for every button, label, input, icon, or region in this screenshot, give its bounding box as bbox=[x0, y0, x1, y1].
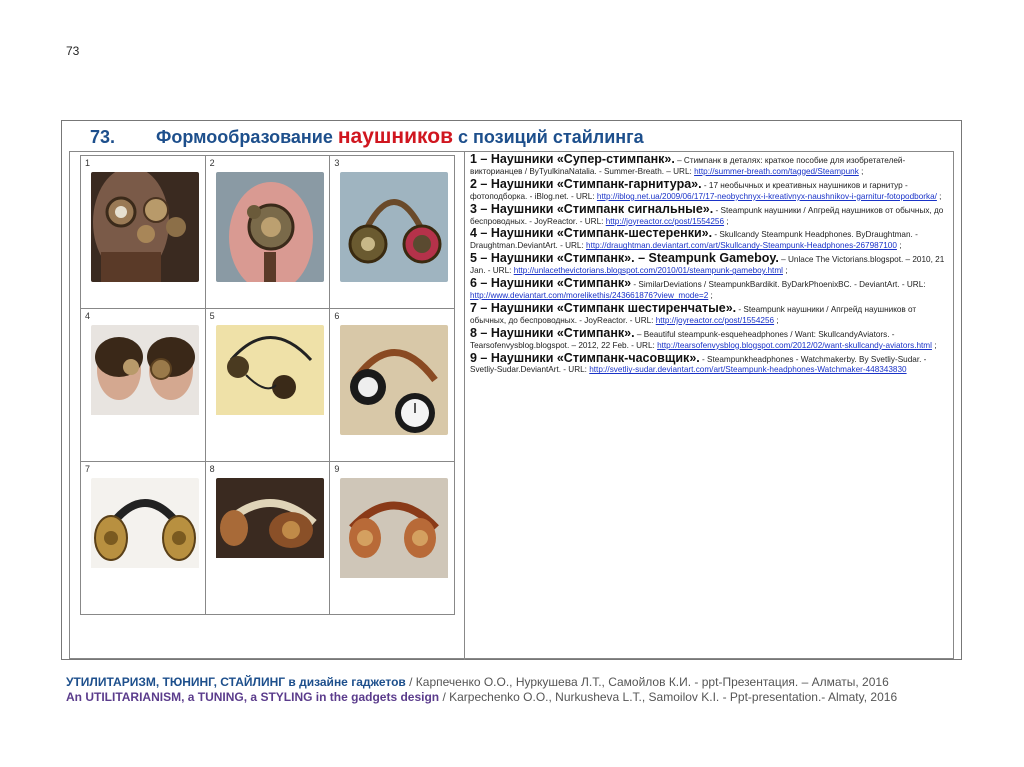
reference-text: - Steampunkheadphones - Watchmakerby. By Svetliy-Sudar. - Svetliy-Sudar.DeviantArt. - URL: bbox=[470, 354, 927, 375]
reference-text: - 17 необычных и креативных наушников и гарнитур - фотоподборка. - iBlog.net. - URL: bbox=[470, 180, 908, 201]
reference-text: - Steampunk наушники / Апгрейд наушников от обычных, до беспроводных. - JoyReactor. - URL: bbox=[470, 304, 917, 325]
reference-tail: ; bbox=[782, 266, 788, 276]
reference-title: 5 – Наушники «Стимпанк». – Steampunk Gameboy. bbox=[470, 251, 779, 266]
reference-title: 1 – Наушники «Супер-стимпанк». bbox=[470, 152, 675, 166]
title-accent: наушников bbox=[337, 125, 453, 148]
image-cell bbox=[330, 309, 455, 462]
image-number: 2 bbox=[209, 158, 215, 168]
footer-line-ru bbox=[66, 675, 966, 690]
steampunk-gameboy-headphones-photo bbox=[216, 325, 324, 435]
image-cell bbox=[205, 309, 330, 462]
reference-link[interactable]: http://www.deviantart.com/morelikethis/243661876?view_mode=2 bbox=[470, 290, 709, 300]
image-cell bbox=[205, 156, 330, 309]
reference-tail: ; bbox=[931, 340, 937, 350]
footer-authors-en: / Karpechenko O.O., Nurkusheva L.T., Samoilov K.I. - Ppt-presentation.- Almaty, 2016 bbox=[439, 690, 898, 704]
reference-link[interactable]: http://joyreactor.cc/post/1554256 bbox=[605, 216, 725, 226]
image-number: 8 bbox=[209, 464, 215, 474]
image-number: 3 bbox=[334, 158, 340, 168]
image-grid bbox=[80, 155, 455, 615]
reference-link[interactable]: http://tearsofenvysblog.blogspot.com/2012/02/want-skullcandy-aviators.html bbox=[657, 340, 932, 350]
slide-title bbox=[90, 125, 644, 149]
reference-title: 2 – Наушники «Стимпанк-гарнитура». bbox=[470, 176, 702, 191]
reference-tail: ; bbox=[858, 166, 864, 176]
reference-item bbox=[470, 300, 952, 327]
steampunk-signal-headphones-photo bbox=[340, 172, 448, 282]
reference-text: – Стимпанк в деталях: краткое пособие для изобретателей-викторианцев / ByTyulkinaNatalia. - Summer-Breath. – URL: bbox=[470, 156, 906, 176]
reference-title: 8 – Наушники «Стимпанк». bbox=[470, 325, 635, 340]
image-number: 1 bbox=[85, 158, 91, 168]
reference-title: 7 – Наушники «Стимпанк шестиренчатые». bbox=[470, 300, 737, 315]
reference-item bbox=[470, 350, 952, 377]
reference-link[interactable]: http://svetliy-sudar.deviantart.com/art/Steampunk-headphones-Watchmaker-448343830 bbox=[589, 365, 907, 375]
references-list bbox=[470, 154, 952, 377]
title-pre: Формообразование bbox=[156, 127, 333, 147]
slide-number: 73. bbox=[90, 127, 116, 147]
reference-title: 9 – Наушники «Стимпанк-часовщик». bbox=[470, 350, 700, 365]
column-divider bbox=[464, 152, 465, 660]
footer-authors-ru: / Карпеченко О.О., Нуркушева Л.Т., Самойлов К.И. - ppt-Презентация. – Алматы, 2016 bbox=[405, 675, 889, 689]
content-frame bbox=[69, 151, 954, 659]
image-number: 7 bbox=[85, 464, 91, 474]
footer-line-en bbox=[66, 690, 966, 705]
slide bbox=[61, 120, 962, 660]
footer bbox=[66, 675, 966, 705]
reference-text: - Skullcandy Steampunk Headphones. ByDraughtman. - Draughtman.DeviantArt. - URL: bbox=[470, 230, 918, 251]
reference-item bbox=[470, 325, 952, 352]
reference-item bbox=[470, 201, 952, 228]
reference-item bbox=[470, 253, 952, 277]
gear-cup-headphones-photo bbox=[91, 478, 199, 588]
reference-title: 3 – Наушники «Стимпанк сигнальные». bbox=[470, 201, 714, 216]
reference-item bbox=[470, 176, 952, 203]
reference-text: - Steampunk наушники / Апгрейд наушников от обычных, до беспроводных. - JoyReactor. - URL: bbox=[470, 205, 944, 226]
reference-tail: ; bbox=[708, 290, 713, 300]
page-number: 73 bbox=[66, 44, 80, 58]
reference-tail: ; bbox=[936, 191, 942, 201]
reference-text: – Beautiful steampunk-esqueheadphones / Want: SkullcandyAviators. - Tearsofenvysblog.blogspot. – 2012, 22 Feb. - URL: bbox=[470, 329, 895, 350]
reference-item bbox=[470, 278, 952, 302]
watch-dial-headphones-photo bbox=[340, 325, 448, 435]
footer-title-en: An UTILITARIANISM, a TUNING, a STYLING in the gadgets design bbox=[66, 690, 440, 704]
image-cell bbox=[330, 462, 455, 615]
steampunk-eyepiece-photo bbox=[91, 172, 199, 282]
reference-link[interactable]: http://draughtman.deviantart.com/art/Skullcandy-Steampunk-Headphones-267987100 bbox=[586, 241, 897, 251]
reference-text: – Unlace The Victorians.blogspot. – 2010, 21 Jan. - URL: bbox=[470, 255, 945, 276]
reference-tail: ; bbox=[896, 241, 902, 251]
reference-title: 6 – Наушники «Стимпанк» bbox=[470, 276, 632, 291]
reference-link[interactable]: http://iblog.net.ua/2009/06/17/17-neobychnyx-i-kreativnyx-naushnikov-i-garnitur-fotopodborka/ bbox=[596, 191, 937, 201]
image-number: 5 bbox=[209, 311, 215, 321]
image-number: 6 bbox=[334, 311, 340, 321]
steampunk-ear-headset-photo bbox=[216, 172, 324, 282]
image-cell bbox=[81, 309, 206, 462]
wooden-headphones-photo bbox=[216, 478, 324, 588]
reference-text: - SimilarDeviations / SteampunkBardikit. ByDarkPhoenixBC. - DeviantArt. - URL: bbox=[631, 280, 926, 290]
image-cell bbox=[205, 462, 330, 615]
clockwork-headphones-photo bbox=[340, 478, 448, 588]
gear-headphones-profile-photo bbox=[91, 325, 199, 435]
reference-item bbox=[470, 228, 952, 252]
reference-link[interactable]: http://unlacethevictorians.blogspot.com/2010/01/steampunk-gameboy.html bbox=[513, 266, 783, 276]
reference-title: 4 – Наушники «Стимпанк-шестеренки». bbox=[470, 226, 713, 241]
reference-link[interactable]: http://summer-breath.com/tagged/Steampunk bbox=[694, 166, 859, 176]
reference-link[interactable]: http://joyreactor.cc/post/1554256 bbox=[655, 315, 775, 325]
reference-tail: ; bbox=[724, 216, 729, 226]
image-cell bbox=[81, 462, 206, 615]
title-post: с позиций стайлинга bbox=[458, 127, 644, 147]
footer-title-ru: УТИЛИТАРИЗМ, ТЮНИНГ, СТАЙЛИНГ в дизайне гаджетов bbox=[66, 675, 406, 689]
image-number: 4 bbox=[85, 311, 91, 321]
reference-item bbox=[470, 154, 952, 178]
reference-tail: ; bbox=[774, 315, 779, 325]
image-cell bbox=[81, 156, 206, 309]
image-number: 9 bbox=[334, 464, 340, 474]
image-cell bbox=[330, 156, 455, 309]
